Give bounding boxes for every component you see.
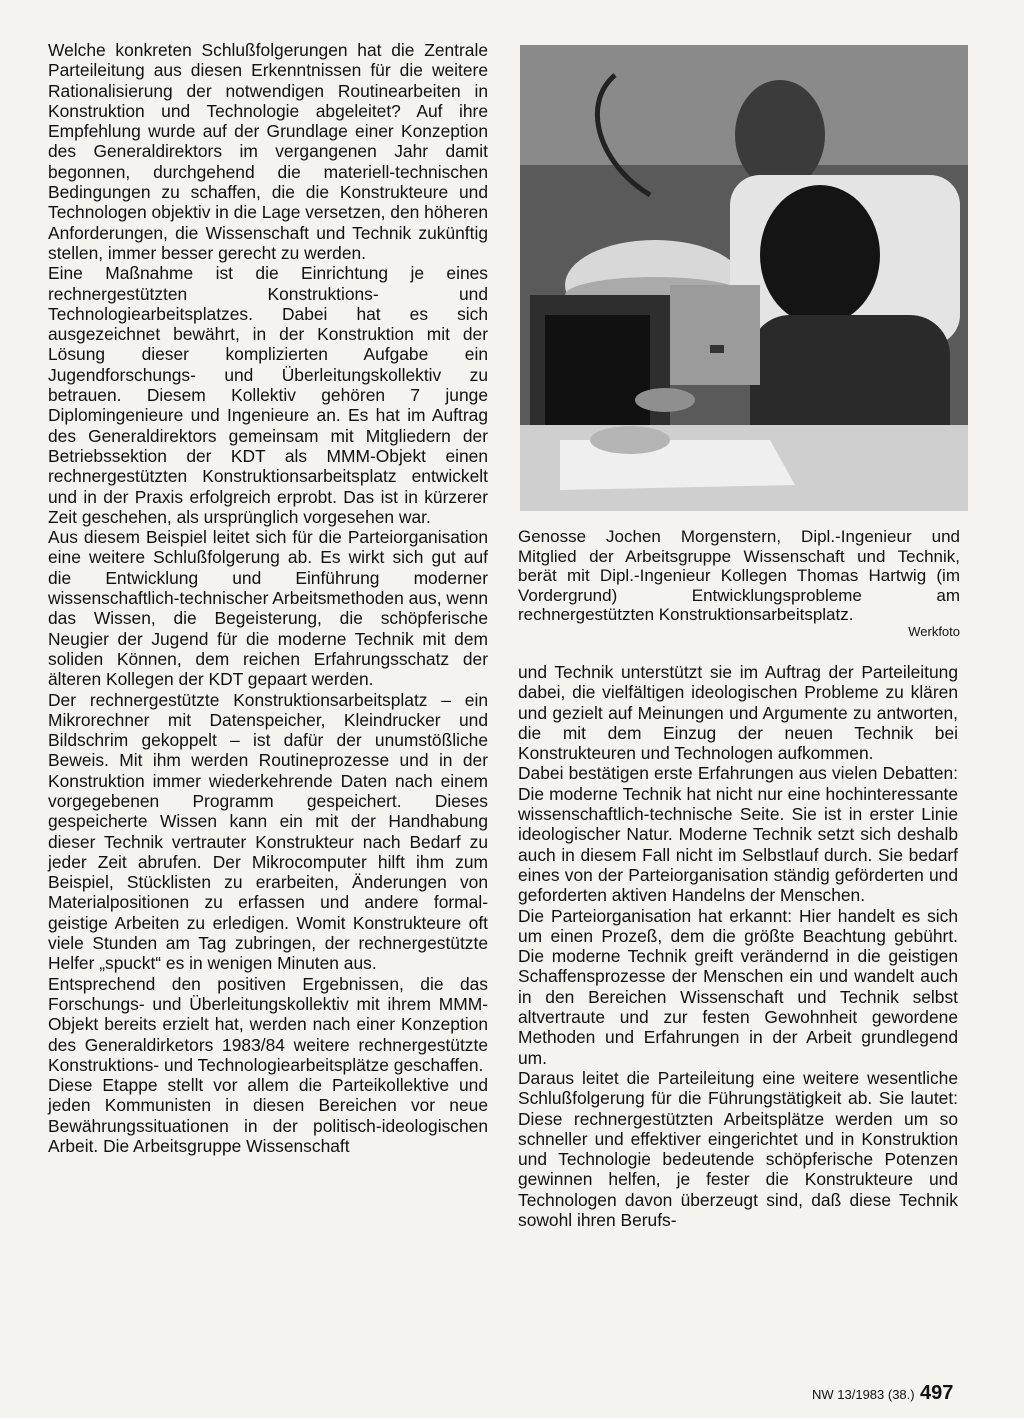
photo-caption: Genosse Jochen Morgenstern, Dipl.-Ingenieur und Mitglied der Arbeitsgruppe Wissenschaft und Technik, berät mit Dipl.-Ingenieur Kollegen Thomas Hartwig (im Vordergrund) Entwicklungsprobleme am rechnergestützten Konstruktionsarbeitsplatz. <box>518 527 960 624</box>
paragraph: Der rechnergestützte Konstruktionsarbeitsplatz – ein Mikrorechner mit Datenspeicher, Kleindrucker und Bildschrim gekoppelt – ist dafür der unumstößliche Beweis. Mit ihm werden Routineprozesse und in der Konstruktion immer wiederkehrende Daten nach einem vorgegebenen Programm gespeichert. Dieses gespeicherte Wissen kann ein mit der Handhabung dieser Technik vertrauter Konstrukteur nach Bedarf zu jeder Zeit abrufen. Der Mikrocomputer hilft ihm zum Beispiel, Stücklisten zu erarbeiten, Änderungen von Materialpositionen zu erfassen und andere formal-geistige Arbeiten zu erledigen. Womit Konstrukteure oft viele Stunden am Tag zubringen, der rechnergestützte Helfer „spuckt“ es in wenigen Minuten aus. <box>48 689 488 974</box>
paragraph: und Technik unterstützt sie im Auftrag der Parteileitung dabei, die vielfältigen ideologischen Probleme zu klären und gezielt auf Meinungen und Argumente zu antworten, die mit dem Einzug der neuen Technik bei Konstrukteuren und Technologen aufkommen. <box>518 662 958 764</box>
paragraph: Entsprechend den positiven Ergebnissen, die das Forschungs- und Überleitungskollektiv mit ihrem MMM-Objekt bereits erzielt hat, werden nach einer Konzeption des Generaldirketors 1983/84 weitere rechnergestützte Konstruktions- und Technologiearbeitsplätze geschaffen. <box>48 973 488 1075</box>
photo-credit: Werkfoto <box>908 624 960 639</box>
paragraph: Diese Etappe stellt vor allem die Parteikollektive und jeden Kommunisten in diesen Bereichen vor neue Bewährungssituationen in der politisch-ideologischen Arbeit. Die Arbeitsgruppe Wissenschaft <box>48 1075 488 1157</box>
right-text-column <box>518 662 958 1230</box>
page-number: 497 <box>920 1382 954 1404</box>
paragraph: Aus diesem Beispiel leitet sich für die Parteiorganisation eine weitere Schlußfolgerung ab. Es wirkt sich gut auf die Entwicklung und Einführung moderner wissenschaftlich-technischer Arbeitsmethoden aus, wenn das Wissen, die Begeisterung, die schöpferische Neugier der Jugend für die moderne Technik mit dem soliden Können, dem reichen Erfahrungsschatz der älteren Kollegen der KDT gepaart werden. <box>48 527 488 690</box>
paragraph: Dabei bestätigen erste Erfahrungen aus vielen Debatten: Die moderne Technik hat nicht nur eine hochinteressante wissenschaftlich-technische Seite. Sie ist in erster Linie ideologischer Natur. Moderne Technik setzt sich deshalb auch in diesem Fall nicht im Selbstlauf durch. Sie bedarf eines von der Parteiorganisation ständig geförderten und geforderten aktiven Handelns der Menschen. <box>518 763 958 906</box>
paragraph: Eine Maßnahme ist die Einrichtung je eines rechnergestützten Konstruktions- und Technologiearbeitsplatzes. Dabei hat es sich ausgezeichnet bewährt, in der Konstruktion mit der Lösung dieser komplizierten Aufgabe ein Jugendforschungs- und Überleitungskollektiv zu betrauen. Diesem Kollektiv gehören 7 junge Diplomingenieure und Ingenieure an. Es hat im Auftrag des Generaldirektors gemeinsam mit Mitgliedern der Betriebssektion der KDT als MMM-Objekt einen rechnergestützten Konstruktionsarbeitsplatz entwickelt und in der Praxis erfolgreich erprobt. Das ist in kürzerer Zeit geschehen, als ursprünglich vorgesehen war. <box>48 263 488 527</box>
left-text-column <box>48 40 488 1156</box>
issue-reference: NW 13/1983 (38.) <box>812 1387 915 1402</box>
photo-illustration <box>520 45 968 511</box>
paragraph: Welche konkreten Schlußfolgerungen hat die Zentrale Parteileitung aus diesen Erkenntnissen für die weitere Rationalisierung der notwendigen Routinearbeiten in Konstruktion und Technologie abgeleitet? Auf ihre Empfehlung wurde auf der Grundlage einer Konzeption des Generaldirektors im vergangenen Jahr damit begonnen, durchgehend die materiell-technischen Bedingungen zu schaffen, die die Konstrukteure und Technologen objektiv in die Lage versetzen, den höheren Anforderungen, die Wissenschaft und Technik zukünftig stellen, immer besser gerecht zu werden. <box>48 40 488 263</box>
paragraph: Die Parteiorganisation hat erkannt: Hier handelt es sich um einen Prozeß, dem die größte Beachtung gebührt. Die moderne Technik greift verändernd in die geistigen Schaffensprozesse der Menschen ein und wandelt auch in den Bereichen Wissenschaft und Technik selbst altvertraute und zur festen Gewohnheit gewordene Methoden und Erfahrungen in der Arbeit grundlegend um. <box>518 905 958 1068</box>
paragraph: Daraus leitet die Parteileitung eine weitere wesentliche Schlußfolgerung für die Führungstätigkeit ab. Sie lautet: Diese rechnergestützten Arbeitsplätze werden um so schneller und effektiver eingerichtet und in Konstruktion und Technologie bedeutende schöpferische Potenzen gewinnen helfen, je fester die Konstrukteure und Technologen davon überzeugt sind, daß diese Technik sowohl ihren Berufs- <box>518 1067 958 1231</box>
photo-computer-workstation <box>520 45 968 511</box>
